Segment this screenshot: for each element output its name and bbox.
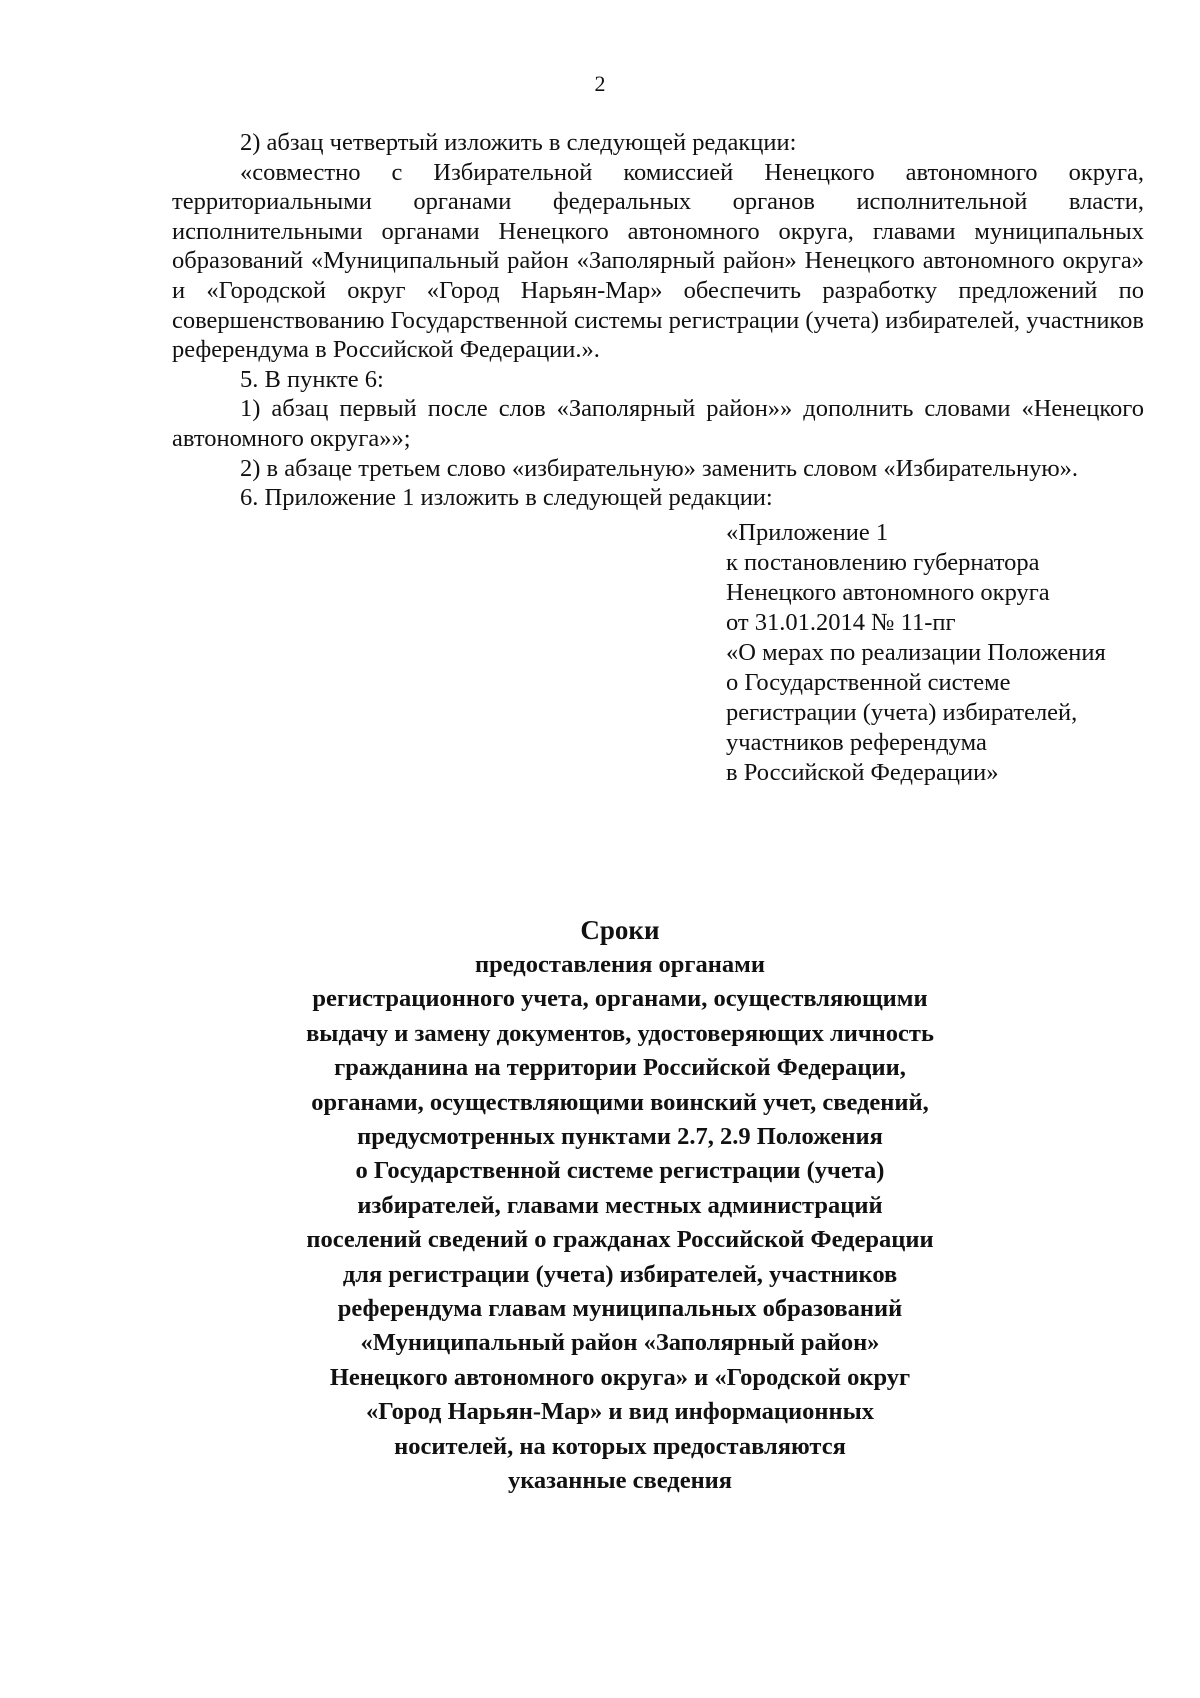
appendix-note-line: о Государственной системе (726, 669, 1011, 696)
paragraph-point-6: 6. Приложение 1 изложить в следующей редакции: (240, 484, 773, 512)
title-line: поселений сведений о гражданах Российской Федерации (306, 1226, 934, 1254)
paragraph-point-5: 5. В пункте 6: (240, 365, 384, 393)
title-line: избирателей, главами местных администраций (357, 1191, 883, 1219)
title-line: регистрационного учета, органами, осуществляющими (312, 985, 928, 1013)
appendix-note-line: от 31.01.2014 № 11-пг (726, 609, 956, 636)
title-line: о Государственной системе регистрации (учета) (355, 1157, 885, 1185)
paragraph-point-5-sub-2: 2) в абзаце третьем слово «избирательную» заменить словом «Избирательную». (240, 454, 1079, 482)
title-line: выдачу и замену документов, удостоверяющих личность (306, 1019, 934, 1047)
title-line: для регистрации (учета) избирателей, участников (342, 1260, 898, 1288)
title-line: «Город Нарьян-Мар» и вид информационных (365, 1398, 875, 1426)
title-line: предоставления органами (475, 951, 765, 978)
title-line: органами, осуществляющими воинский учет, сведений, (311, 1088, 929, 1116)
title-line: гражданина на территории Российской Федерации, (334, 1054, 906, 1082)
appendix-note-line: участников референдума (726, 729, 987, 756)
title-main: Сроки (580, 915, 660, 945)
amendment-text (172, 128, 1144, 513)
title-line: носителей, на которых предоставляются (394, 1432, 846, 1460)
title-line: предусмотренных пунктами 2.7, 2.9 Положения (357, 1123, 883, 1151)
appendix-note-line: Ненецкого автономного округа (726, 579, 1050, 606)
appendix-note-line: к постановлению губернатора (726, 549, 1040, 576)
appendix-header-note (726, 518, 1166, 788)
page-number: 2 (594, 71, 606, 96)
paragraph-new-wording: «совместно с Избирательной комиссией Ненецкого автономного округа, территориальными органами федеральных органов исполнительной власти, исполнительными органами Ненецкого автономного округа, главами муниципальных образований «Муниципальный район «Заполярный район» Ненецкого автономного округа» и «Городской округ «Город Нарьян-Мар» обеспечить разработку предложений по совершенствованию Государственной системы регистрации (учета) избирателей, участников референдума в Российской Федерации.». (172, 158, 1144, 364)
title-line: Ненецкого автономного округа» и «Городской округ (329, 1363, 911, 1391)
document-title (230, 912, 1010, 1499)
appendix-note-line: «Приложение 1 (726, 519, 889, 546)
title-line: референдума главам муниципальных образований (337, 1295, 903, 1323)
appendix-note-line: в Российской Федерации» (726, 759, 999, 786)
title-line: указанные сведения (507, 1467, 733, 1495)
title-line: «Муниципальный район «Заполярный район» (360, 1329, 880, 1357)
paragraph-point-5-sub-1: 1) абзац первый после слов «Заполярный район»» дополнить словами «Ненецкого автономного округа»»; (172, 395, 1144, 452)
appendix-note-line: регистрации (учета) избирателей, (726, 699, 1078, 726)
appendix-note-line: «О мерах по реализации Положения (726, 639, 1106, 666)
paragraph-item-2-edit: 2) абзац четвертый изложить в следующей редакции: (240, 129, 797, 156)
